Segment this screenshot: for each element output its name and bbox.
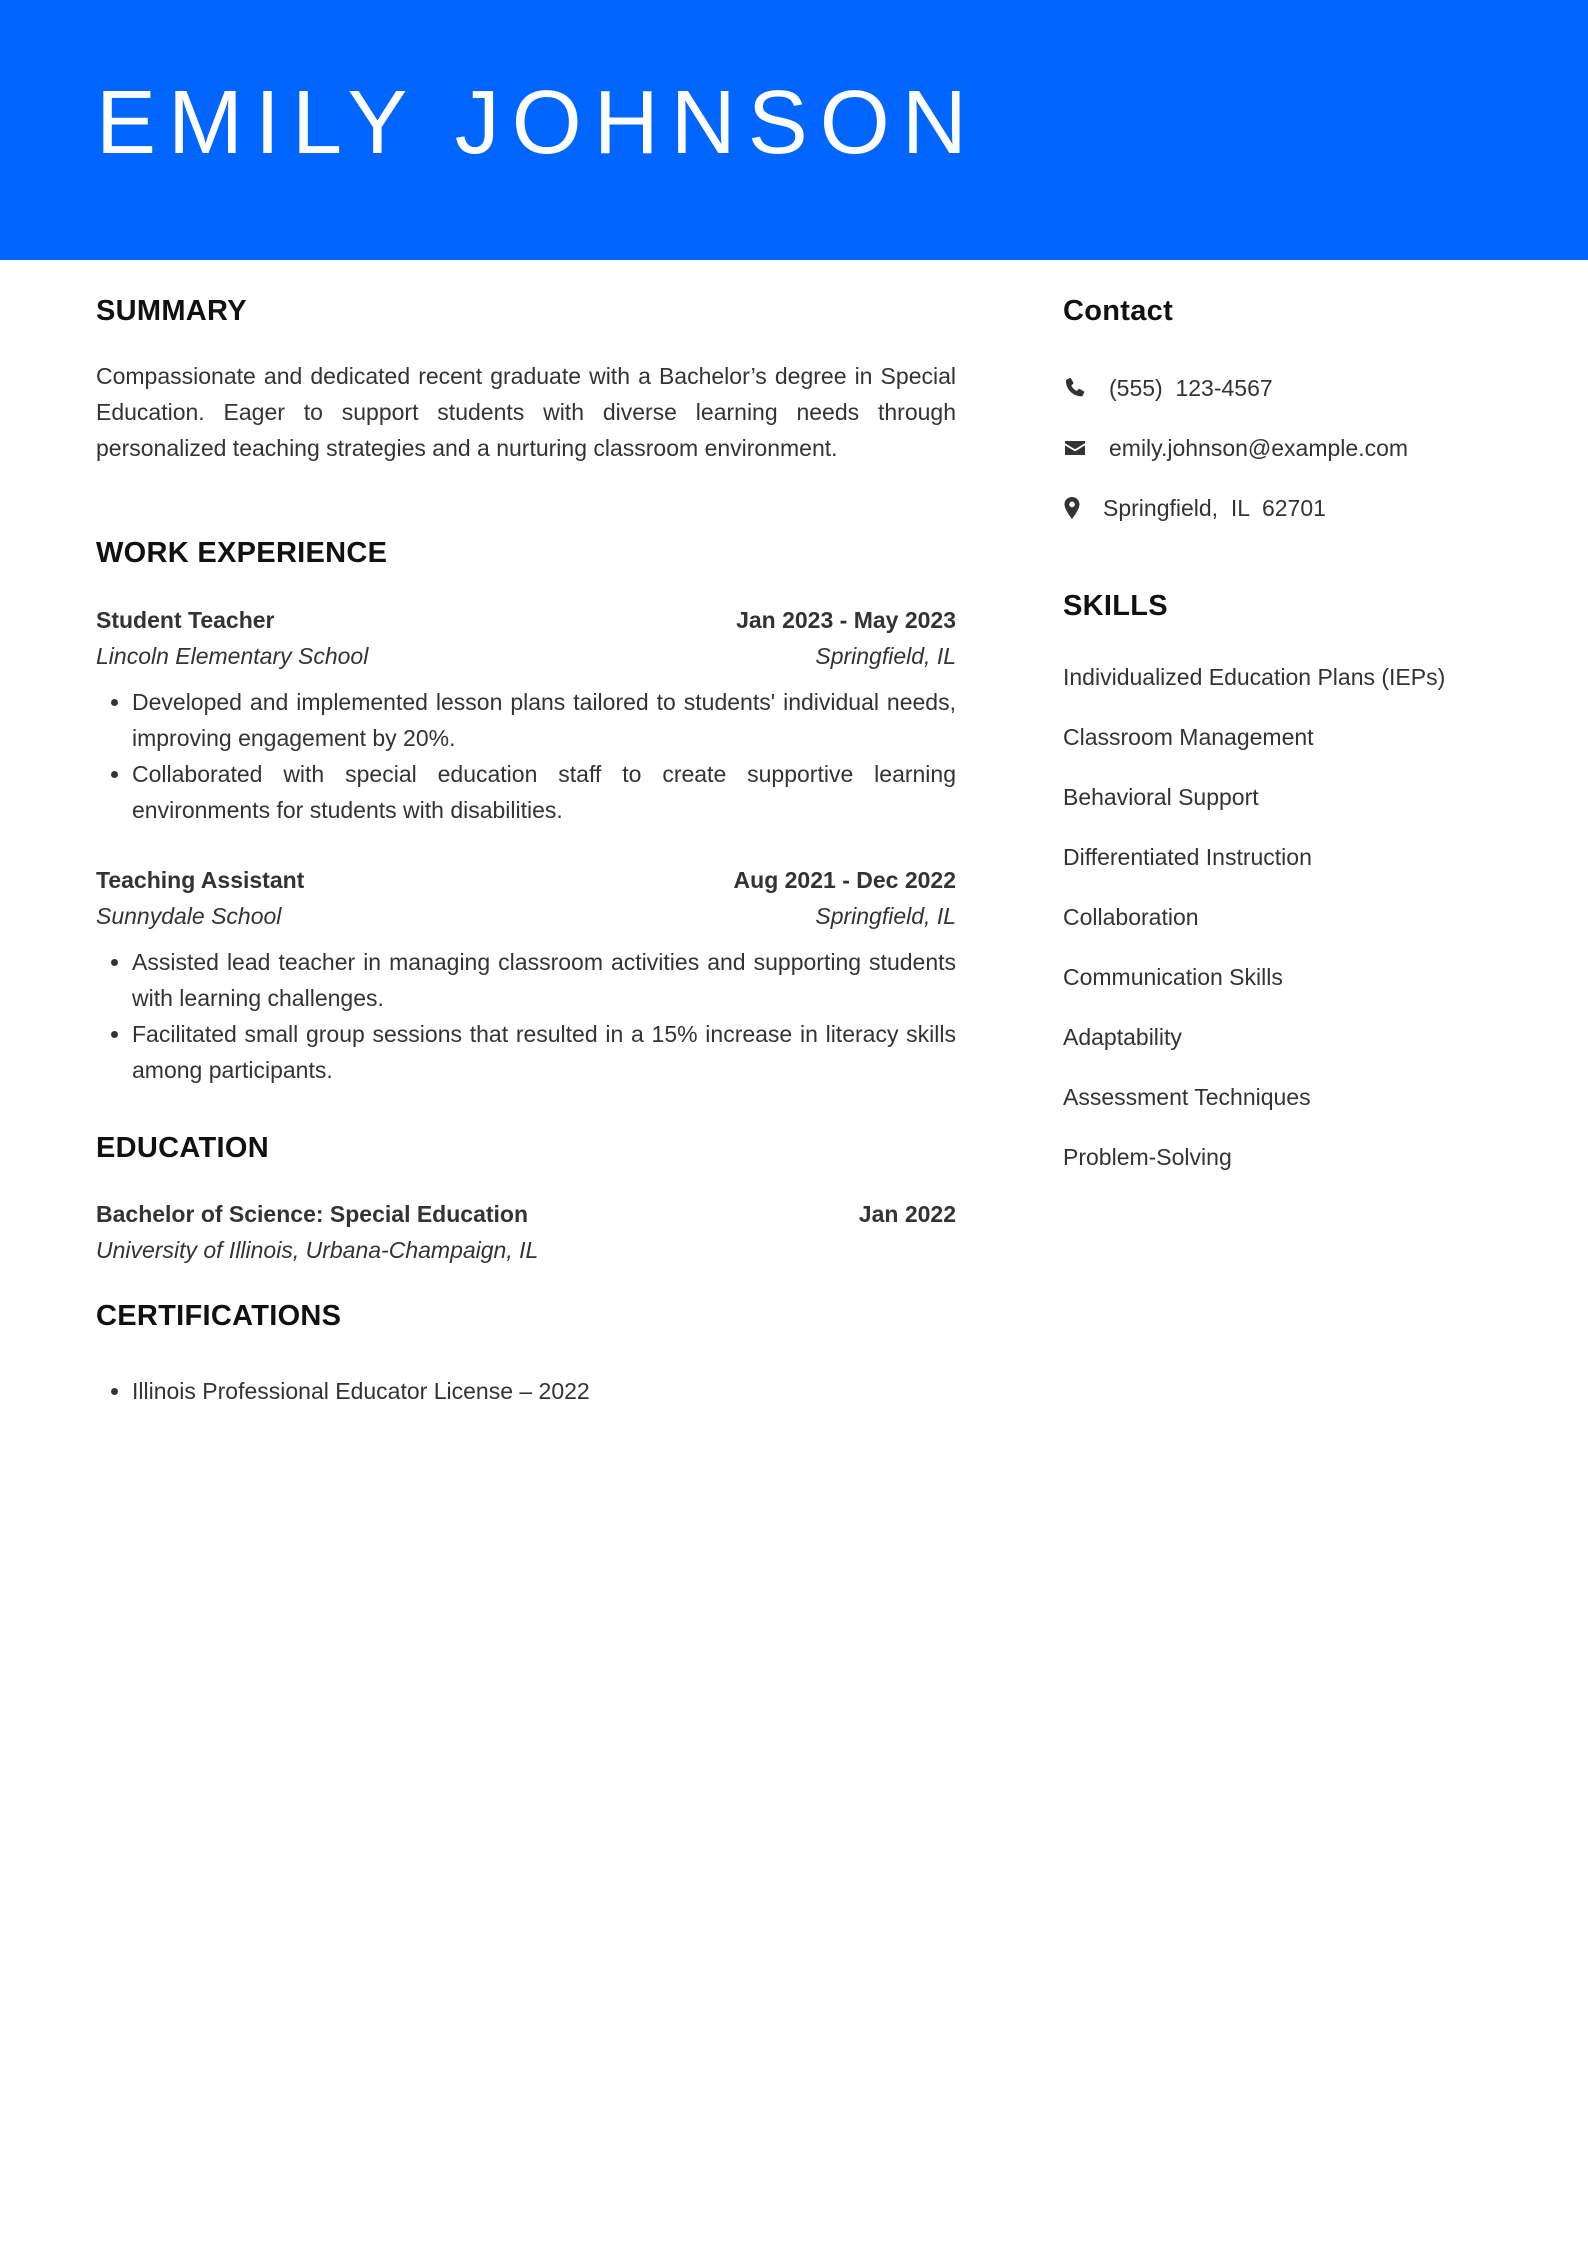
- job-role: Student Teacher: [96, 607, 275, 633]
- contact-heading: Contact: [1063, 295, 1174, 327]
- education-entry: [96, 1196, 956, 1268]
- job-bullet: • Assisted lead teacher in managing classroom activities and supporting students with learning challenges.: [132, 944, 956, 1016]
- candidate-name: EMILY JOHNSON: [96, 73, 979, 173]
- job-dates: Aug 2021 - Dec 2022: [733, 867, 956, 893]
- skill-item: Individualized Education Plans (IEPs): [1063, 664, 1446, 690]
- certification-item: • Illinois Professional Educator License – 2022: [132, 1373, 992, 1409]
- skills-heading: SKILLS: [1063, 590, 1168, 622]
- contact-phone: [1063, 370, 1273, 406]
- job-organization: Sunnydale School: [96, 903, 282, 929]
- skill-item: Behavioral Support: [1063, 784, 1259, 810]
- job-role: Teaching Assistant: [96, 867, 305, 893]
- job-bullet: • Collaborated with special education staff to create supportive learning environments for students with disabilities.: [132, 756, 956, 828]
- skill-item: Classroom Management: [1063, 724, 1314, 750]
- envelope-icon: [1063, 436, 1087, 460]
- header-banner: [0, 0, 1588, 260]
- job-organization: Lincoln Elementary School: [96, 643, 369, 669]
- email-address: emily.johnson@example.com: [1109, 435, 1409, 461]
- skill-item: Communication Skills: [1063, 964, 1283, 990]
- contact-address: [1063, 490, 1326, 526]
- job-entry: [96, 862, 956, 1088]
- job-bullets: [96, 944, 956, 1088]
- address: Springfield, IL 62701: [1103, 495, 1326, 521]
- job-dates: Jan 2023 - May 2023: [736, 607, 956, 633]
- certifications-list: [96, 1373, 992, 1409]
- skill-item: Collaboration: [1063, 904, 1199, 930]
- job-bullet: • Facilitated small group sessions that resulted in a 15% increase in literacy skills among participants.: [132, 1016, 956, 1088]
- contact-email: [1063, 430, 1408, 466]
- skill-item: Problem-Solving: [1063, 1144, 1232, 1170]
- summary-text: Compassionate and dedicated recent graduate with a Bachelor’s degree in Special Education. Eager to support students with diverse learning needs through personalized teaching strategies and a nurturing classroom environment.: [96, 363, 956, 461]
- degree: Bachelor of Science: Special Education: [96, 1201, 529, 1227]
- work-experience-heading: WORK EXPERIENCE: [96, 537, 388, 569]
- education-heading: EDUCATION: [96, 1132, 269, 1164]
- map-pin-icon: [1063, 496, 1081, 520]
- job-location: Springfield, IL: [815, 643, 956, 669]
- certifications-heading: CERTIFICATIONS: [96, 1300, 342, 1332]
- job-bullet: • Developed and implemented lesson plans tailored to students' individual needs, improving engagement by 20%.: [132, 684, 956, 756]
- phone-icon: [1063, 376, 1087, 400]
- skill-item: Adaptability: [1063, 1024, 1182, 1050]
- school: University of Illinois, Urbana-Champaign, IL: [96, 1237, 539, 1263]
- job-bullets: [96, 684, 956, 828]
- job-entry: [96, 602, 956, 828]
- skill-item: Assessment Techniques: [1063, 1084, 1311, 1110]
- summary-heading: SUMMARY: [96, 295, 247, 327]
- graduation-date: Jan 2022: [858, 1201, 956, 1227]
- job-location: Springfield, IL: [815, 903, 956, 929]
- skill-item: Differentiated Instruction: [1063, 844, 1312, 870]
- phone-number: (555) 123-4567: [1109, 375, 1273, 401]
